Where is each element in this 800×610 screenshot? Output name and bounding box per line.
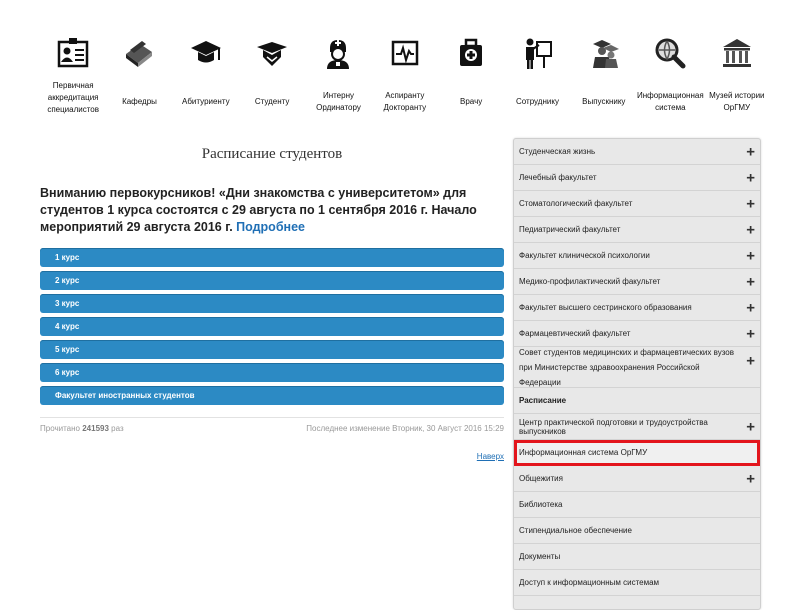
accordion-item-course-2[interactable]: 2 курс	[40, 271, 504, 290]
nav-postgraduate[interactable]	[372, 30, 438, 130]
article-meta	[40, 417, 504, 444]
graduation-cap-icon	[183, 30, 229, 76]
plus-icon[interactable]: +	[746, 247, 755, 264]
sidebar-item-information-system[interactable]	[514, 440, 760, 466]
read-prefix: Прочитано	[40, 424, 80, 433]
sidebar-item-label: Фармацевтический факультет	[519, 329, 631, 338]
plus-icon[interactable]: +	[746, 470, 755, 487]
accordion-item-course-1[interactable]: 1 курс	[40, 248, 504, 267]
read-count	[40, 424, 124, 444]
plus-icon[interactable]: +	[746, 352, 755, 370]
plus-icon[interactable]: +	[746, 169, 755, 186]
books-icon	[116, 30, 162, 76]
sidebar-item-label: Общежития	[519, 474, 563, 483]
read-suffix: раз	[111, 424, 124, 433]
sidebar-item-student-council[interactable]	[514, 347, 760, 388]
sidebar-item-dental-faculty[interactable]	[514, 191, 760, 217]
sidebar-item-label: Стипендиальное обеспечение	[519, 526, 632, 535]
nav-label: Кафедры	[122, 97, 157, 106]
nav-doctor[interactable]	[438, 30, 504, 130]
nav-information-system[interactable]	[637, 30, 704, 130]
sidebar-item-library[interactable]	[514, 492, 760, 518]
sidebar-item-label: Информационная система ОрГМУ	[519, 448, 648, 457]
doctor-icon	[315, 30, 361, 76]
accordion-item-course-4[interactable]: 4 курс	[40, 317, 504, 336]
last-modified: Последнее изменение Вторник, 30 Август 2016 15:29	[306, 424, 504, 433]
sidebar-item-label: Центр практической подготовки и трудоустройства выпускников	[519, 417, 708, 436]
sidebar-item-pediatric-faculty[interactable]	[514, 217, 760, 243]
plus-icon[interactable]: +	[746, 143, 755, 160]
plus-icon[interactable]: +	[746, 273, 755, 290]
sidebar-item-schedule[interactable]	[514, 388, 760, 414]
plus-icon[interactable]: +	[746, 221, 755, 238]
museum-icon	[714, 30, 760, 76]
back-to-top-link[interactable]: Наверх	[476, 452, 504, 461]
sidebar-item-label: Педиатрический факультет	[519, 225, 621, 234]
nav-label: Первичная аккредитация специалистов	[47, 81, 100, 114]
graduates-icon	[581, 30, 627, 76]
accordion-item-course-5[interactable]: 5 курс	[40, 340, 504, 359]
sidebar-item-documents[interactable]	[514, 544, 760, 570]
sidebar-item-label: Расписание	[519, 396, 567, 405]
sidebar-item-label: Факультет высшего сестринского образования	[519, 303, 692, 312]
nav-label: Интерну Ординатору	[316, 91, 361, 112]
sidebar-item-pharmacy-faculty[interactable]	[514, 321, 760, 347]
plus-icon[interactable]: +	[746, 418, 755, 435]
nav-label: Аспиранту Докторанту	[383, 91, 427, 112]
accordion-item-course-6[interactable]: 6 курс	[40, 363, 504, 382]
magnifier-globe-icon	[647, 30, 693, 76]
sidebar-item-nursing-faculty[interactable]	[514, 295, 760, 321]
sidebar-menu	[513, 138, 761, 610]
nav-label: Музей истории ОрГМУ	[709, 91, 765, 112]
nav-graduate[interactable]	[571, 30, 637, 130]
heartbeat-monitor-icon	[382, 30, 428, 76]
accordion-item-course-3[interactable]: 3 курс	[40, 294, 504, 313]
more-link[interactable]: Подробнее	[236, 220, 305, 234]
nav-label: Абитуриенту	[182, 97, 230, 106]
sidebar-item-label: Доступ к информационным системам	[519, 578, 660, 587]
page-title: Расписание студентов	[201, 146, 343, 162]
notice	[40, 185, 504, 236]
plus-icon[interactable]: +	[746, 325, 755, 342]
plus-icon[interactable]: +	[746, 195, 755, 212]
nav-intern[interactable]	[305, 30, 371, 130]
sidebar-item-label: Медико-профилактический факультет	[519, 277, 661, 286]
sidebar-item-label: Библиотека	[519, 500, 563, 509]
nav-label: Сотруднику	[515, 97, 559, 106]
top-navigation	[40, 30, 770, 130]
sidebar-item-label: Студенческая жизнь	[519, 147, 596, 156]
sidebar-item-preventive-faculty[interactable]	[514, 269, 760, 295]
notice-text: Вниманию первокурсников! «Дни знакомства с университетом» для студентов 1 курса состоятся с 29 августа по 1 сентября 2016 г. Начало мероприятий 29 августа 2016 г.	[40, 186, 477, 234]
student-cap-icon	[249, 30, 295, 76]
nav-employee[interactable]	[504, 30, 570, 130]
id-card-icon	[50, 30, 96, 76]
sidebar-item-label: Совет студентов медицинских и фармацевтических вузов при Министерстве здравоохранения Российской Федерации	[519, 347, 734, 387]
sidebar-item-label: Лечебный факультет	[519, 173, 597, 182]
read-count-value: 241593	[82, 424, 109, 433]
nav-label: Выпускнику	[582, 97, 626, 106]
back-to-top	[40, 452, 504, 461]
nav-label: Студенту	[254, 97, 290, 106]
sidebar-item-psychology-faculty[interactable]	[514, 243, 760, 269]
sidebar-item-label: Документы	[519, 552, 561, 561]
accordion-item-foreign-students[interactable]: Факультет иностранных студентов	[40, 386, 504, 405]
nav-departments[interactable]	[106, 30, 172, 130]
sidebar-item-label: Факультет клинической психологии	[519, 251, 650, 260]
presenter-icon	[514, 30, 560, 76]
nav-student[interactable]	[239, 30, 305, 130]
medical-bag-icon	[448, 30, 494, 76]
sidebar-item-label: Стоматологический факультет	[519, 199, 633, 208]
nav-applicant[interactable]	[173, 30, 239, 130]
main-content	[40, 140, 504, 461]
sidebar-item-student-life[interactable]	[514, 139, 760, 165]
sidebar-item-career-center[interactable]	[514, 414, 760, 440]
nav-label: Информационная система	[636, 91, 704, 112]
sidebar-item-dormitories[interactable]	[514, 466, 760, 492]
course-accordion	[40, 248, 504, 405]
nav-label: Врачу	[460, 97, 483, 106]
plus-icon[interactable]: +	[746, 299, 755, 316]
sidebar-item-scholarship[interactable]	[514, 518, 760, 544]
nav-museum[interactable]	[704, 30, 770, 130]
sidebar-item-information-access[interactable]	[514, 570, 760, 596]
nav-accreditation[interactable]	[40, 30, 106, 130]
sidebar-item-medical-faculty[interactable]	[514, 165, 760, 191]
